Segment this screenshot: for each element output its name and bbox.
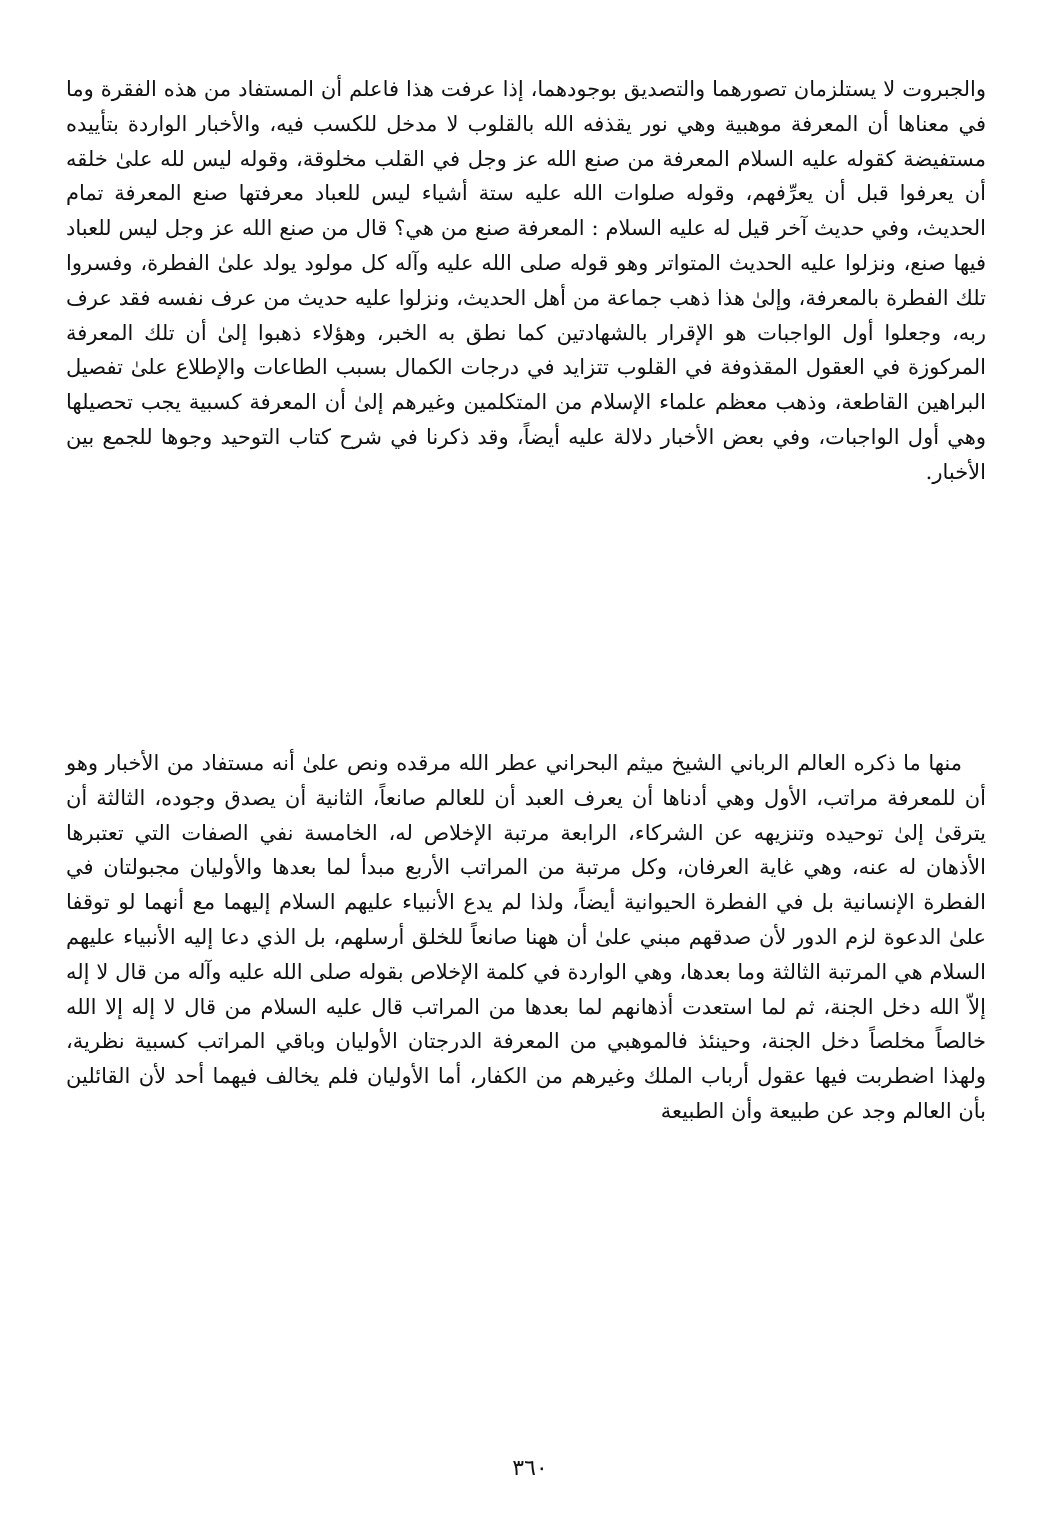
paragraph-2: منها ما ذكره العالم الرباني الشيخ ميثم البحراني عطر الله مرقده ونص علىٰ أنه مستفاد من الأخبار وهو أن للمعرفة مراتب، الأول وهي أدناها أن يعرف العبد أن للعالم صانعاً، الثانية أن يصدق وجوده، الثالثة أن يترقىٰ إلىٰ توحيده وتنزيهه عن الشركاء، الرابعة مرتبة الإخلاص له، الخامسة نفي الصفات التي تعتبرها الأذهان له عنه، وهي غاية العرفان، وكل مرتبة من المراتب الأربع مبدأ لما بعدها والأوليان مجبولتان في الفطرة الإنسانية بل في الفطرة الحيوانية أيضاً، ولذا لم يدع الأنبياء عليهم السلام إليهما مع أنهما لو توقفا علىٰ الدعوة لزم الدور لأن صدقهم مبني علىٰ أن ههنا صانعاً للخلق أرسلهم، بل الذي دعا إليه الأنبياء عليهم السلام هي المرتبة الثالثة وما بعدها، وهي الواردة في كلمة الإخلاص بقوله صلى الله عليه وآله من قال لا إله إلاّ الله دخل الجنة، ثم لما استعدت أذهانهم لما بعدها من المراتب قال عليه السلام من قال لا إله إلا الله خالصاً مخلصاً دخل الجنة، وحينئذ فالموهبي من المعرفة الدرجتان الأوليان وباقي المراتب كسبية نظرية، ولهذا اضطربت فيها عقول أرباب الملك وغيرهم من الكفار، أما الأوليان فلم يخالف فيهما أحد لأن القائلين بأن العالم وجد عن طبيعة وأن الطبيعة [66,751,986,1123]
paragraph-1: والجبروت لا يستلزمان تصورهما والتصديق بوجودهما، إذا عرفت هذا فاعلم أن المستفاد من هذه الفقرة وما في معناها أن المعرفة موهبية وهي نور يقذفه الله بالقلوب لا مدخل للكسب فيه، والأخبار الواردة بتأييده مستفيضة كقوله عليه السلام المعرفة من صنع الله عز وجل في القلب مخلوقة، وقوله ليس لله علىٰ خلقه أن يعرفوا قبل أن يعرِّفهم، وقوله صلوات الله عليه ستة أشياء ليس للعباد معرفتها صنع المعرفة تمام الحديث، وفي حديث آخر قيل له عليه السلام : المعرفة صنع من هي؟ قال من صنع الله عز وجل ليس للعباد فيها صنع، ونزلوا عليه الحديث المتواتر وهو قوله صلى الله عليه وآله كل مولود يولد علىٰ الفطرة، وفسروا تلك الفطرة بالمعرفة، وإلىٰ هذا ذهب جماعة من أهل الحديث، ونزلوا عليه حديث من عرف نفسه فقد عرف ربه، وجعلوا أول الواجبات هو الإقرار بالشهادتين كما نطق به الخبر، وهؤلاء ذهبوا إلىٰ أن تلك المعرفة المركوزة في العقول المقذوفة في القلوب تتزايد في درجات الكمال بسبب الطاعات والإطلاع علىٰ تفصيل البراهين القاطعة، وذهب معظم علماء الإسلام من المتكلمين وغيرهم إلىٰ أن المعرفة كسبية يجب تحصيلها وهي أول الواجبات، وفي بعض الأخبار دلالة عليه أيضاً، وقد ذكرنا في شرح كتاب التوحيد وجوها للجمع بين الأخبار. [66,77,986,484]
page-number: ٣٦٠ [512,1456,548,1481]
